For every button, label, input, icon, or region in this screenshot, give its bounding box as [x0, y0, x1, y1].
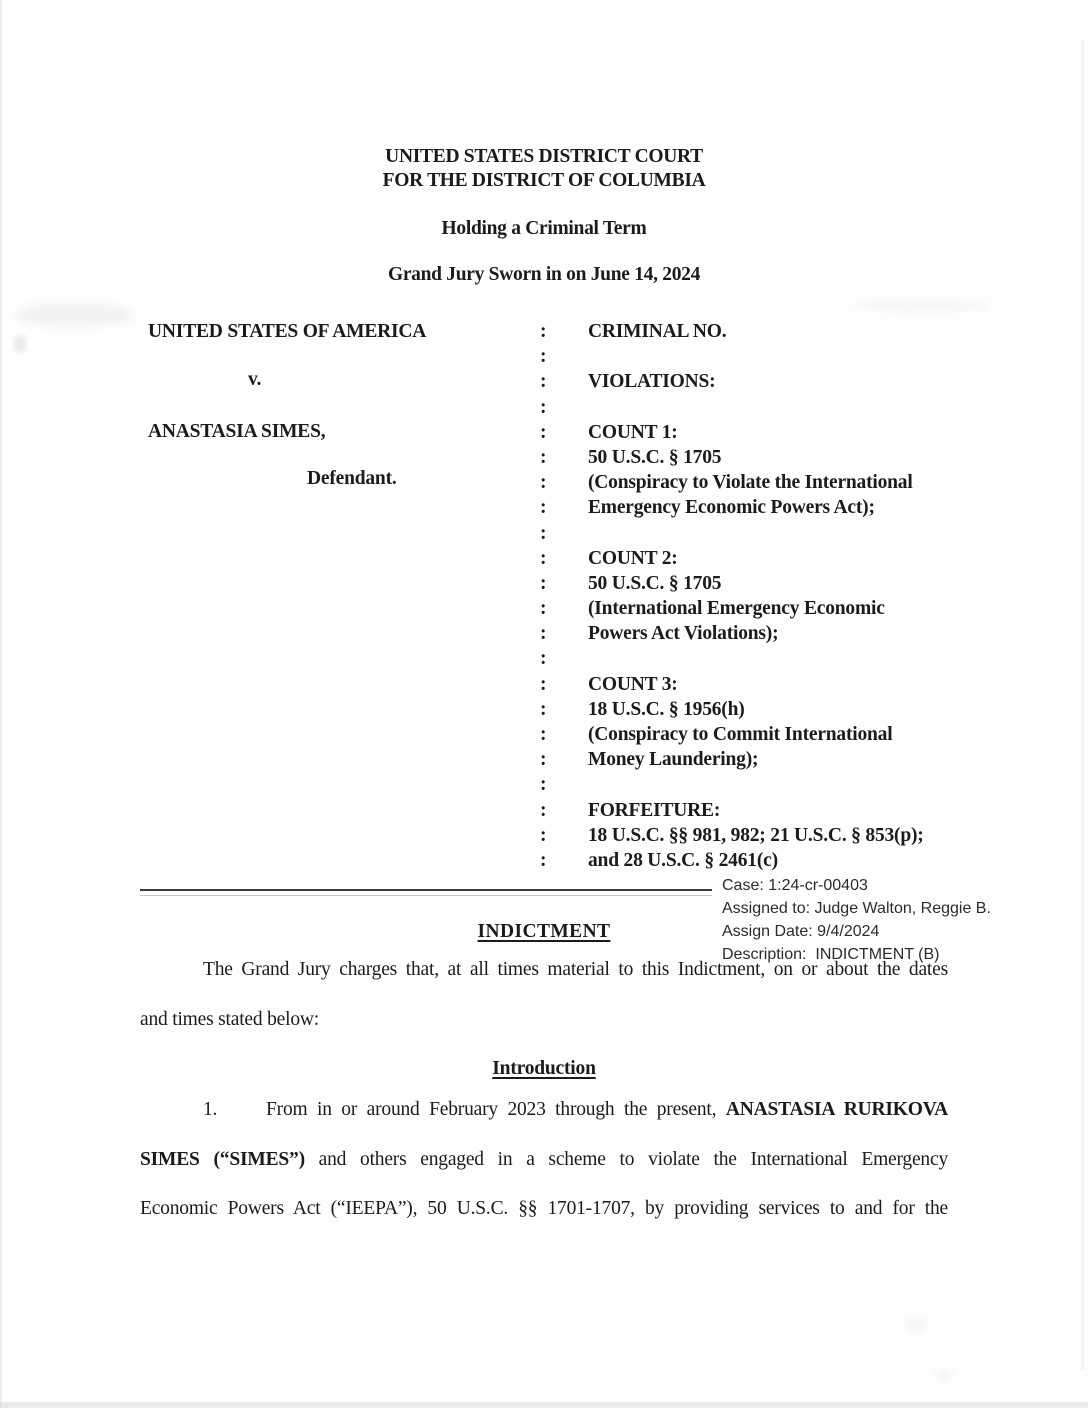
scan-artifact [852, 300, 992, 312]
paragraph1-line2-text: and others engaged in a scheme to violate the International Emergency [318, 1149, 948, 1170]
caption-row [540, 495, 924, 520]
caption-separator: : [540, 472, 547, 494]
paragraph1-line1 [140, 1098, 948, 1122]
caption-row [540, 823, 924, 848]
caption-separator: : [540, 849, 547, 871]
caption-row [540, 722, 924, 747]
caption-separator: : [540, 824, 547, 846]
caption-line-text: (International Emergency Economic [588, 598, 885, 620]
caption-row [540, 747, 924, 772]
caption-row [540, 445, 924, 470]
caption-row [540, 798, 924, 823]
caption-row [540, 319, 924, 344]
caption-row [540, 369, 924, 394]
caption-separator: : [540, 774, 547, 796]
caption-row [540, 672, 924, 697]
court-name-line1: UNITED STATES DISTRICT COURT [385, 146, 703, 167]
caption-separator: : [540, 446, 547, 468]
caption-line-text: (Conspiracy to Commit International [588, 724, 893, 745]
scan-artifact [14, 336, 26, 352]
caption-row [540, 344, 924, 369]
caption-separator: : [540, 799, 547, 821]
versus-abbreviation: v. [248, 369, 262, 390]
caption-line-text: COUNT 2: [588, 547, 678, 569]
caption-separator: : [540, 346, 547, 368]
caption-separator: : [540, 648, 547, 670]
caption-row [540, 470, 924, 495]
caption-separator: : [540, 698, 547, 720]
paragraph1-line3: Economic Powers Act (“IEEPA”), 50 U.S.C. §§ 1701-1707, by providing services to and for the [140, 1198, 948, 1219]
caption-separator: : [540, 371, 547, 393]
caption-separator: : [540, 421, 547, 443]
grand-jury-line: Grand Jury Sworn in on June 14, 2024 [387, 264, 701, 285]
stamp-assigned-judge: Assigned to: Judge Walton, Reggie B. [722, 900, 991, 917]
caption-line-text: 50 U.S.C. § 1705 [588, 572, 722, 594]
caption-line-text: and 28 U.S.C. § 2461(c) [588, 849, 778, 871]
scan-edge-bottom [0, 1402, 1088, 1408]
paragraph1-line2-bold-text: SIMES (“SIMES”) [140, 1149, 305, 1170]
paragraph1-line1-text: From in or around February 2023 through the present, [266, 1099, 717, 1120]
plaintiff-name: UNITED STATES OF AMERICA [148, 321, 427, 342]
scan-artifact [14, 303, 134, 327]
paragraph1-number: 1. [203, 1099, 218, 1120]
caption-row [540, 646, 924, 671]
scan-edge-left [0, 0, 2, 1408]
charging-paragraph-line2: and times stated below: [140, 1009, 319, 1030]
caption-rule [140, 889, 712, 896]
caption-separator: : [540, 497, 547, 519]
stamp-assign-date: Assign Date: 9/4/2024 [722, 923, 880, 940]
defendant-label: Defendant. [307, 468, 397, 489]
caption-separator: : [540, 598, 547, 620]
caption-row [540, 621, 924, 646]
caption-separator: : [540, 724, 547, 745]
caption-line-text: Emergency Economic Powers Act); [588, 497, 875, 519]
caption-row [540, 571, 924, 596]
caption-separator: : [540, 396, 547, 418]
caption-separator: : [540, 547, 547, 569]
court-name-line2: FOR THE DISTRICT OF COLUMBIA [382, 170, 706, 191]
caption-line-text: Powers Act Violations); [588, 623, 779, 645]
scan-artifact [905, 1318, 927, 1332]
stamp-case-number: Case: 1:24-cr-00403 [722, 877, 868, 894]
defendant-name: ANASTASIA SIMES, [148, 421, 326, 442]
caption-line-text: 18 U.S.C. §§ 981, 982; 21 U.S.C. § 853(p); [588, 824, 924, 846]
introduction-heading [140, 1057, 948, 1081]
caption-row [540, 772, 924, 797]
caption-separator: : [540, 749, 547, 771]
caption-separator: : [540, 522, 547, 544]
court-header [140, 145, 948, 193]
stamp-description: Description: INDICTMENT (B) [722, 946, 940, 963]
caption-row [540, 848, 924, 873]
caption-line-text: COUNT 3: [588, 673, 678, 695]
caption-row [540, 697, 924, 722]
scan-artifact [935, 1370, 953, 1380]
scan-edge-right [1081, 40, 1084, 1370]
caption-separator: : [540, 321, 547, 342]
caption-separator: : [540, 572, 547, 594]
charging-paragraph-line1: The Grand Jury charges that, at all times material to this Indictment, on or about the dates [203, 959, 948, 980]
caption-row [540, 521, 924, 546]
introduction-heading-text: Introduction [492, 1058, 596, 1079]
caption-line-text: (Conspiracy to Violate the International [588, 472, 913, 494]
caption-separator: : [540, 673, 547, 695]
criminal-term-line: Holding a Criminal Term [441, 218, 647, 239]
caption-line-text: Money Laundering); [588, 749, 759, 771]
caption-line-text: COUNT 1: [588, 421, 678, 443]
caption-charges-column [540, 319, 924, 873]
paragraph1-line2 [140, 1148, 948, 1172]
caption-line-text: VIOLATIONS: [588, 371, 716, 393]
caption-row [540, 596, 924, 621]
caption-line-text: 18 U.S.C. § 1956(h) [588, 698, 745, 720]
caption-line-text: FORFEITURE: [588, 799, 721, 821]
caption-row [540, 420, 924, 445]
caption-line-text: 50 U.S.C. § 1705 [588, 446, 722, 468]
indictment-heading-text: INDICTMENT [477, 921, 611, 942]
paragraph1-line1-bold-text: ANASTASIA RURIKOVA [725, 1099, 948, 1120]
caption-row [540, 395, 924, 420]
indictment-heading [140, 920, 948, 944]
caption-row [540, 546, 924, 571]
caption-separator: : [540, 623, 547, 645]
caption-line-text: CRIMINAL NO. [588, 321, 727, 342]
